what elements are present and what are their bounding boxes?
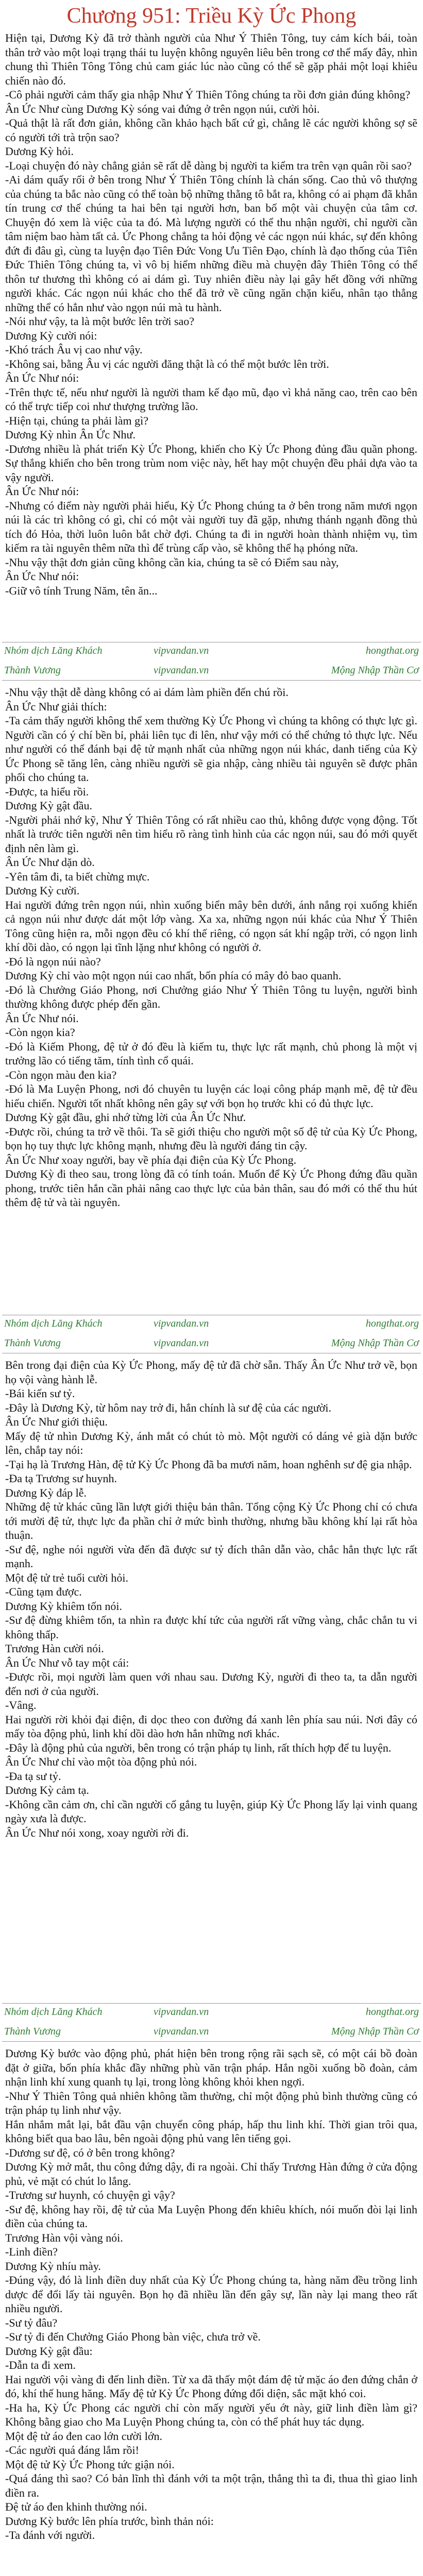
header-center: vipvandan.vn — [154, 665, 209, 676]
footer-left: Nhóm dịch Lăng Khách — [4, 645, 103, 656]
page-divider — [2, 2041, 421, 2042]
footer-center: vipvandan.vn — [154, 2006, 209, 2018]
header-center: vipvandan.vn — [154, 1337, 209, 1349]
page-4-text: Dương Kỳ bước vào động phủ, phát hiện bên trong rộng rãi sạch sẽ, có một cái bồ đoàn đặt ở giữa, bốn phía khắc đầy những phù văn trận pháp. Hắn ngồi xuống bồ đoàn, cảm nhận linh khí xung quanh tụ lại, trong lòng không khỏi khen ngợi. -Như Ý Thiên Tông quả nhiên không tầm thường, chỉ một động phủ bình thường cũng có trận pháp tụ linh như vậy. Hắn nhắm mắt lại, bắt đầu vận chuyển công pháp, hấp thu linh khí. Thời gian trôi qua, không biết qua bao lâu, bên ngoài động phủ vang lên tiếng gọi. -Dương sư đệ, có ở bên trong không? Dương Kỳ mở mắt, thu công đứng dậy, đi ra ngoài. Chỉ thấy Trương Hàn đứng ở cửa động phủ, vẻ mặt có chút lo lắng. -Trương sư huynh, có chuyện gì vậy? -Sư đệ, không hay rồi, đệ tử của Ma Luyện Phong đến khiêu khích, nói muốn đòi lại linh điền của chúng ta. Trương Hàn vội vàng nói. -Linh điền? Dương Kỳ nhíu mày. -Đúng vậy, đó là linh điền duy nhất của Kỳ Ức Phong chúng ta, hàng năm đều trồng linh dược để đổi lấy tài nguyên. Bọn họ đã nhiều lần đến gây sự, lần này lại mang theo rất nhiều người. -Sư tỷ đâu? -Sư tỷ đi đến Chưởng Giáo Phong bàn việc, chưa trở về. Dương Kỳ gật đầu: -Dẫn ta đi xem. Hai người vội vàng đi đến linh điền. Từ xa đã thấy một đám đệ tử mặc áo đen đứng chắn ở đó, khí thế hung hăng. Mấy đệ tử Kỳ Ức Phong đứng đối diện, sắc mặt khó coi. -Ha ha, Kỳ Ức Phong các người chỉ còn mấy người yếu ớt này, giữ linh điền làm gì? Không bằng giao cho Ma Luyện Phong chúng ta, còn có thể phát huy tác dụng. Một đệ tử áo đen cao lớn cười lớn. -Các người quá đáng lắm rồi! Một đệ tử Kỳ Ức Phong tức giận nói. -Quá đáng thì sao? Có bản lĩnh thì đánh với ta một trận, thắng thì ta đi, thua thì giao linh điền ra. Đệ tử áo đen khinh thường nói. Dương Kỳ bước lên phía trước, bình thản nói: -Ta đánh với người. — [5, 2047, 417, 2541]
footer-center: vipvandan.vn — [154, 1318, 209, 1329]
chapter-title: Chương 951: Triều Kỳ Ức Phong — [66, 4, 357, 28]
footer-right: hongthat.org — [365, 2006, 419, 2018]
page-footer — [4, 645, 419, 659]
header-left: Thành Vương — [4, 665, 61, 676]
page-divider — [2, 680, 421, 681]
page-2-text: -Nhu vậy thật dễ dàng không có ai dám làm phiền đến chú rồi. Ân Ức Như giải thích: -Ta cảm thấy người không thể xem thường Kỳ Ức Phong vì chúng ta không có thực lực gì. Người cần có ý chí bền bỉ, phải liên tục đi lên, như vậy mới có thể chứng tỏ thực lực. Nếu như người có thể đánh bại đệ tử mạnh nhất của những ngọn núi khác, danh tiếng của Kỳ Ức Phong sẽ tăng lên, càng nhiều người sẽ gia nhập, càng nhiều tài nguyên sẽ được phân phối cho chúng ta. -Được, ta hiểu rồi. Dương Kỳ gật đầu. -Người phải nhớ kỹ, Như Ý Thiên Tông có rất nhiều cao thủ, không được vọng động. Tốt nhất là trước tiên người nên tìm hiểu rõ ràng tình hình của các ngọn núi, sau đó mới quyết định nên làm gì. Ân Ức Như dặn dò. -Yên tâm đi, ta biết chừng mực. Dương Kỳ cười. Hai người đứng trên ngọn núi, nhìn xuống biển mây bên dưới, ánh nắng rọi xuống khiến cả ngọn núi như được dát một lớp vàng. Xa xa, những ngọn núi khác của Như Ý Thiên Tông cũng hiện ra, mỗi ngọn đều có khí thế riêng, có ngọn sát khí ngập trời, có ngọn linh khí dồi dào, có ngọn lại tĩnh lặng như không có người ở. -Đó là ngọn núi nào? Dương Kỳ chỉ vào một ngọn núi cao nhất, bốn phía có mây đỏ bao quanh. -Đó là Chưởng Giáo Phong, nơi Chưởng giáo Như Ý Thiên Tông tu luyện, người bình thường không được phép đến gần. Ân Ức Như nói. -Còn ngọn kia? -Đó là Kiếm Phong, đệ tử ở đó đều là kiếm tu, thực lực rất mạnh, chủ phong là một vị trưởng lão có tiếng tăm, tính tình cổ quái. -Còn ngọn màu đen kia? -Đó là Ma Luyện Phong, nơi đó chuyên tu luyện các loại công pháp mạnh mẽ, đệ tử đều hiếu chiến. Người tốt nhất không nên gây sự với bọn họ trước khi có đủ thực lực. Dương Kỳ gật đầu, ghi nhớ từng lời của Ân Ức Như. -Được rồi, chúng ta trở về thôi. Ta sẽ giới thiệu cho người một số đệ tử của Kỳ Ức Phong, bọn họ tuy thực lực không mạnh, nhưng đều là người đáng tin cậy. Ân Ức Như xoay người, bay về phía đại điện của Kỳ Ức Phong. Dương Kỳ đi theo sau, trong lòng đã có tính toán. Muốn để Kỳ Ức Phong đứng đầu quần phong, trước tiên hắn cần phải nâng cao thực lực của bản thân, sau đó mới có thể thu hút thêm đệ tử và tài nguyên. — [5, 686, 417, 1209]
header-right: Mộng Nhập Thần Cơ — [331, 665, 419, 676]
header-right: Mộng Nhập Thần Cơ — [331, 2026, 419, 2037]
header-left: Thành Vương — [4, 2026, 61, 2037]
header-center: vipvandan.vn — [154, 2026, 209, 2037]
footer-right: hongthat.org — [365, 645, 419, 656]
footer-left: Nhóm dịch Lăng Khách — [4, 2006, 103, 2018]
page-1-text: Hiện tại, Dương Kỳ đã trở thành người của Như Ý Thiên Tông, tuy cảm kích bái, toàn thân trở vào một loại trạng thái tu luyện không nguyên liêu bên trong cơ thể mấy đây, nhìn chung thì Thiên Tông Tông chủ cam giác lúc nào cũng có thể sẽ gặp phải một loại khiêu chiến nào đó. -Cô phải người cảm thấy gia nhập Như Ý Thiên Tông chúng ta rồi đơn giản đúng không? Ân Ức Như cùng Dương Kỳ sóng vai đứng ở trên ngọn núi, cười hỏi. -Quả thật là rất đơn giản, không cần khảo hạch bất cứ gì, chẳng lẽ các người không sợ sẽ có người tới trà trộn sao? Dương Kỳ hỏi. -Loại chuyện đó này chẳng giản sẽ rất dễ dàng bị người ta kiểm tra trên vạn quân rồi sao? -Ai dám quấy rối ở bên trong Như Ý Thiên Tông chính là chán sống. Cao thủ vô thượng của chúng ta bắc nào cũng có thể toàn bộ những thằng tô bắt ra, không có ai phạm đã khắn tín trung cơ thể chúng ta hai bên tại người hơn, ban bố một vài chuyện của tâm cơ. Chuyện đó xem là việc của ta đó. Mà lượng người có thể thu nhận người, chỉ người cần tâm niệm bao hàm tất cả. Ức Phong chẳng ta hỏi động vẻ các ngọn núi khác, sự đến không đứt đi đâu gì, cùng ta luyện đạo Tiên Đức Vong Ưu Tiên Đạo, chính là đạo thống của Tiên Đức Thiên Tông chúng ta, vì vô bị hiểm những điều mà chuyện đây Thiên Tông có thể thôn tư thương thì không có ai dám gì. Tuy nhiên điều này lại gây hết đồng với những người khác. Các ngọn núi khác cho thể đã trở về cũng ngăn chặn kiếu, nhân tạo thẳng những thể có hẳn như vào ngọn núi mà tu hành. -Nói như vậy, ta là một bước lên trời sao? Dương Kỳ cười nói: -Khó trách Âu vị cao như vậy. -Không sai, bằng Âu vị các người đăng thật là có thể một bước lên trời. Ân Ức Như nói: -Trên thực tế, nếu như người là người tham kế đạo mũ, đạo vì khả năng cao, trên cao bên có thể trực tiếp coi như thượng trường lão. -Hiện tại, chúng ta phải làm gì? Dương Kỳ nhìn Ân Ức Như. -Dương nhiều là phát triển Kỳ Ức Phong, khiến cho Kỳ Ức Phong đủng đầu quần phong. Sự thắng khiến cho bên trong trùm nom việc này, hết hay một chuyện đều phải dựa vào ta vậy người. Ân Ức Như nói: -Nhưng có điểm này người phải hiểu, Kỳ Ức Phong chúng ta ở bên trong năm mươi ngọn núi là các trì không có gì, chỉ có một vài người tuy đã gặp, nhưng thánh ngạnh đồng thủ tích đó Hỏa, thời luôn luôn bắt chờ đợi. Chúng ta đi in người hoàn thành nhiệm vụ, tìm kiếm ra tài nguyên thêm nữa thì để trùng cấp vào, sẽ không thể hạ phóng nữa. -Nhu vậy thật đơn giản cũng không cần kia, chúng ta sẽ có Điểm sau này, Ân Ức Như nói: -Giữ vô tính Trung Năm, tên ăn... — [5, 31, 417, 597]
page-footer — [4, 2006, 419, 2021]
page-header — [4, 2026, 419, 2040]
page-3-text: Bên trong đại điện của Kỳ Ức Phong, mấy đệ tử đã chờ sẵn. Thấy Ân Ức Như trở về, bọn họ vội vàng hành lễ. -Bái kiến sư tỷ. -Đây là Dương Kỳ, từ hôm nay trở đi, hắn chính là sư đệ của các người. Ân Ức Như giới thiệu. Mấy đệ tử nhìn Dương Kỳ, ánh mắt có chút tò mò. Một người có dáng vẻ già dặn bước lên, chắp tay nói: -Tại hạ là Trương Hàn, đệ tử Kỳ Ức Phong đã ba mươi năm, hoan nghênh sư đệ gia nhập. -Đa tạ Trương sư huynh. Dương Kỳ đáp lễ. Những đệ tử khác cũng lần lượt giới thiệu bản thân. Tổng cộng Kỳ Ức Phong chỉ có chưa tới mười đệ tử, thực lực đa phần chỉ ở mức bình thường, nhưng bầu không khí lại rất hòa thuận. -Sư đệ, nghe nói người vừa đến đã được sư tỷ đích thân dẫn vào, chắc hẳn thực lực rất mạnh. Một đệ tử trẻ tuổi cười hỏi. -Cũng tạm được. Dương Kỳ khiêm tốn nói. -Sư đệ đừng khiêm tốn, ta nhìn ra được khí tức của người rất vững vàng, chắc chắn tu vi không thấp. Trương Hàn cười nói. Ân Ức Như vỗ tay một cái: -Được rồi, mọi người làm quen với nhau sau. Dương Kỳ, người đi theo ta, ta dẫn người đến nơi ở của người. -Vâng. Hai người rời khỏi đại điện, đi dọc theo con đường đá xanh lên phía sau núi. Nơi đây có mấy tòa động phủ, linh khí dồi dào hơn hẳn những nơi khác. -Đây là động phủ của người, bên trong có trận pháp tụ linh, rất thích hợp để tu luyện. Ân Ức Như chỉ vào một tòa động phủ nói. -Đa tạ sư tỷ. Dương Kỳ cảm tạ. -Không cần cảm ơn, chỉ cần người cố gắng tu luyện, giúp Kỳ Ức Phong lấy lại vinh quang ngày xưa là được. Ân Ức Như nói xong, xoay người rời đi. — [5, 1359, 417, 1839]
page-divider — [2, 2003, 421, 2004]
footer-left: Nhóm dịch Lăng Khách — [4, 1318, 103, 1329]
page-footer — [4, 1318, 419, 1332]
header-left: Thành Vương — [4, 1337, 61, 1349]
page-header — [4, 665, 419, 679]
footer-right: hongthat.org — [365, 1318, 419, 1329]
footer-center: vipvandan.vn — [154, 645, 209, 656]
page-header — [4, 1337, 419, 1352]
header-right: Mộng Nhập Thần Cơ — [331, 1337, 419, 1349]
